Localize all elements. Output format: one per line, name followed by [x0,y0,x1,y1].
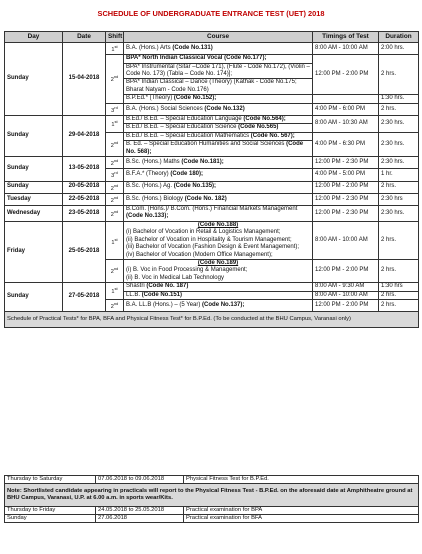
timing-cell: 8:00 AM - 10:00 AM [313,291,379,299]
shift-cell: 1st [106,43,124,55]
duration-cell: 2:00 hrs. [379,43,419,55]
shift-cell: 1st [106,221,124,259]
duration-cell: 2 hrs. [379,221,419,259]
course-cell: B.Sc. (Hons.) Ag. (Code No.135); [124,181,313,193]
day-cell: Sunday [5,181,63,193]
table-row [5,181,419,193]
shift-cell: 2nd [106,181,124,193]
shift-cell: 2nd [106,193,124,205]
day-cell: Sunday [5,283,63,312]
shift-cell: 2nd [106,132,124,156]
date-cell: 22-05-2018 [63,193,106,205]
duration-cell: 1 hr. [379,169,419,181]
practical-note: Schedule of Practical Tests* for BPA, BFA and Physical Fitness Test* for B.P.Ed. (To be conducted at the BHU Campus, Varanasi only) [5,312,419,328]
duration-cell: 1:30 hrs. [379,95,419,103]
table-row [5,515,419,523]
practical-event: Practical examination for BFA [184,515,419,523]
timing-cell: 12:00 PM - 2:00 PM [313,299,379,311]
course-cell: B.Com. (Hons.)/ B.Com. (Hons.) Financial Markets Management (Code No.133); [124,206,313,222]
header-duration: Duration [379,32,419,43]
duration-cell: 2:30 hrs. [379,206,419,222]
date-cell: 29-04-2018 [63,115,106,156]
day-cell: Sunday [5,43,63,116]
course-cell: BPA* North Indian Classical Vocal (Code No.177); [124,55,313,63]
timing-cell: 8:00 AM - 9:30 AM [313,283,379,291]
duration-cell: 2:30 hrs [379,193,419,205]
duration-cell: 2:30 hrs. [379,132,419,156]
duration-cell: 2 hrs. [379,259,419,282]
practical-day: Sunday [5,515,96,523]
course-cell: (Code No.188) (i) Bachelor of Vocation in Retail & Logistics Management; (ii) Bachelor of Vocation in Hospitality & Tourism Management; (iii) Bachelor of Vocation (Fashion Design & Event Management); (iv) Bachelor of Vocation (Modern Office Management); [124,221,313,259]
duration-cell: 2 hrs. [379,181,419,193]
shift-cell: 2nd [106,206,124,222]
practical-day: Thursday to Saturday [5,476,96,484]
table-row [5,157,419,169]
practical-date: 27.06.2018 [96,515,184,523]
timing-cell: 4:00 PM - 6:30 PM [313,132,379,156]
shift-cell: 1st [106,283,124,300]
course-cell: LL.B. (Code No.151) [124,291,313,299]
course-cell: BPA* Indian Classical – Dance (Theory) (Kathak - Code No.175; Bharat Natyam - Code No.176) [124,79,313,95]
shift-cell: 2nd [106,157,124,169]
fitness-note: Note: Shortlisted candidate appearing in practicals will report to the Physical Fitness Test - B.P.Ed. on the aforesaid date at Amphitheatre ground at BHU Campus, Varanasi, U.P. at 6.00 a.m. in sports wear/Kits. [5,484,419,507]
table-row [5,206,419,222]
timing-cell: 12:00 PM - 2:30 PM [313,157,379,169]
table-header [5,32,419,43]
date-cell: 23-05-2018 [63,206,106,222]
practical-event: Physical Fitness Test for B.P.Ed. [184,476,419,484]
duration-cell: 2 hrs. [379,103,419,115]
date-cell: 15-04-2018 [63,43,106,116]
shift-cell: 2nd [106,299,124,311]
course-cell: B.A. (Hons.) Social Sciences (Code No.132) [124,103,313,115]
shift-cell: 1st [106,115,124,132]
header-timings: Timings of Test [313,32,379,43]
date-cell: 13-05-2018 [63,157,106,182]
duration-cell: 1:30 hrs [379,283,419,291]
shift-cell: 2nd [106,55,124,103]
table-row [5,115,419,123]
header-day: Day [5,32,63,43]
table-row [5,43,419,55]
table-row [5,221,419,259]
practical-day: Thursday to Friday [5,507,96,515]
course-cell: (Code No.189) (i) B. Voc in Food Processing & Management; (ii) B. Voc in Medical Lab Technology [124,259,313,282]
table-row [5,476,419,484]
day-cell: Sunday [5,157,63,182]
duration-cell: 2:30 hrs. [379,115,419,132]
practical-note-row [5,312,419,328]
header-course: Course [124,32,313,43]
course-cell: B.P.Ed.* (Theory) (Code No.152); [124,95,313,103]
timing-cell: 12:00 PM - 2:30 PM [313,206,379,222]
duration-cell: 2:30 hrs. [379,157,419,169]
timing-cell: 8:00 AM - 10:00 AM [313,221,379,259]
course-cell: B.Ed./ B.Ed. – Special Education Science (Code No.565) [124,124,313,132]
schedule-table [4,31,419,328]
duration-cell: 2 hrs. [379,299,419,311]
timing-cell: 4:00 PM - 5:00 PM [313,169,379,181]
practical-table [4,475,419,523]
timing-cell: 8:00 AM - 10:30 AM [313,115,379,132]
day-cell: Tuesday [5,193,63,205]
course-cell: B. Ed. – Special Education Humanities and Social Sciences (Code No. 568); [124,141,313,157]
table-row [5,283,419,291]
timing-cell: 12:00 PM - 2:00 PM [313,55,379,95]
shift-cell: 3rd [106,103,124,115]
course-cell: B.Sc. (Hons.) Biology (Code No. 182) [124,193,313,205]
timing-cell: 12:00 PM - 2:00 PM [313,181,379,193]
timing-cell: 12:00 PM - 2:00 PM [313,259,379,282]
table-row [5,484,419,507]
header-date: Date [63,32,106,43]
course-cell: BPA* Instrumental (Sitar –Code 171), (Flute - Code No.172), (Violin – Code No. 173) (Tabla – Code No. 174)]; [124,63,313,79]
practical-date: 24.05.2018 to 25.05.2018 [96,507,184,515]
timing-cell: 12:00 PM - 2:30 PM [313,193,379,205]
course-cell: B.Ed./ B.Ed. – Special Education Language (Code No.564); [124,115,313,123]
day-cell: Wednesday [5,206,63,222]
timing-cell: 8:00 AM - 10:00 AM [313,43,379,55]
course-cell: Shastri (Code No. 187) [124,283,313,291]
practical-date: 07.06.2018 to 09.06.2018 [96,476,184,484]
table-row [5,193,419,205]
course-cell: B.A. (Hons.) Arts (Code No.131) [124,43,313,55]
course-cell: B.Sc. (Hons.) Maths (Code No.181); [124,157,313,169]
day-cell: Friday [5,221,63,282]
course-cell: B.F.A.* (Theory) (Code 180); [124,169,313,181]
date-cell: 27-05-2018 [63,283,106,312]
timing-cell [313,95,379,103]
timing-cell: 4:00 PM - 6:00 PM [313,103,379,115]
course-cell: B.A. LL.B (Hons.) – (5 Year) (Code No.137); [124,299,313,311]
day-cell: Sunday [5,115,63,156]
practical-event: Practical examination for BPA [184,507,419,515]
date-cell: 25-05-2018 [63,221,106,282]
date-cell: 20-05-2018 [63,181,106,193]
shift-cell: 3rd [106,169,124,181]
duration-cell: 2 hrs. [379,55,419,95]
duration-cell: 2 hrs. [379,291,419,299]
shift-cell: 2nd [106,259,124,282]
page-title: SCHEDULE OF UNDERGRADUATE ENTRANCE TEST (UET) 2018 [97,9,325,18]
course-cell: B.Ed./ B.Ed. – Special Education Mathematics (Code No. 567); [124,132,313,140]
header-shift: Shift [106,32,124,43]
table-row [5,507,419,515]
